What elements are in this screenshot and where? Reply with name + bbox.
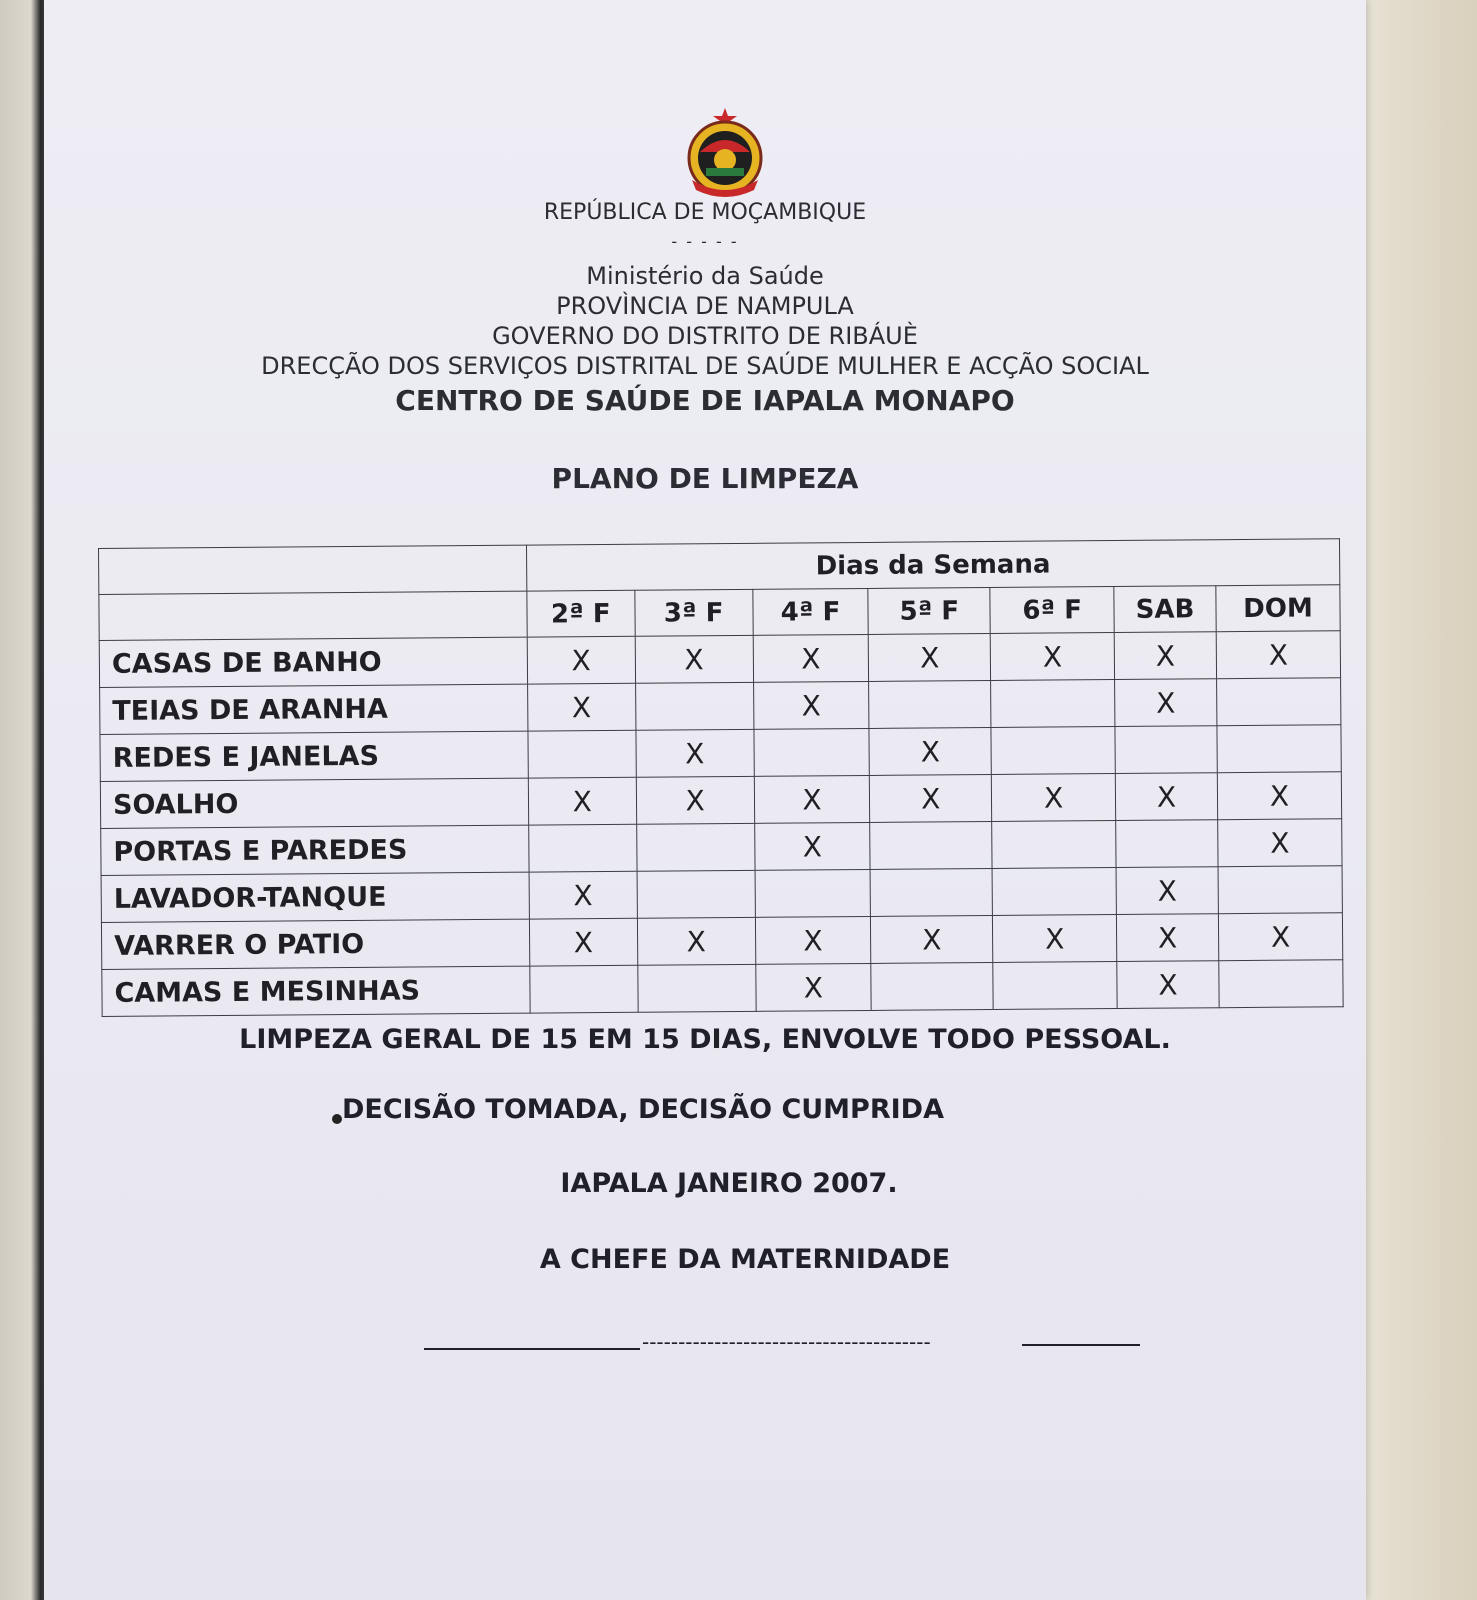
schedule-mark: X [990, 633, 1114, 681]
schedule-mark [528, 730, 636, 778]
schedule-mark: X [753, 634, 869, 682]
mozambique-coat-of-arms-icon [682, 108, 768, 198]
schedule-mark: X [755, 916, 871, 964]
schedule-mark [635, 682, 753, 730]
schedule-mark: X [755, 963, 871, 1011]
task-name: SOALHO [100, 778, 528, 828]
schedule-mark [1217, 725, 1341, 773]
document-sheet [44, 0, 1366, 1600]
day-header: 3ª F [635, 589, 753, 636]
header-separator: - - - - - [671, 232, 739, 251]
district-government: GOVERNO DO DISTRITO DE RIBÁUÈ [492, 322, 918, 350]
schedule-mark [1218, 866, 1342, 914]
signatory-title: A CHEFE DA MATERNIDADE [539, 1244, 951, 1275]
schedule-mark [1115, 726, 1217, 774]
task-name: LAVADOR-TANQUE [101, 872, 529, 922]
schedule-mark: X [869, 727, 991, 775]
directorate-name: DRECÇÃO DOS SERVIÇOS DISTRITAL DE SAÚDE MULHER E ACÇÃO SOCIAL [261, 352, 1149, 380]
schedule-mark: X [753, 681, 869, 729]
schedule-mark [869, 680, 991, 728]
motto-text: DECISÃO TOMADA, DECISÃO CUMPRIDA [342, 1094, 944, 1125]
country-name: REPÚBLICA DE MOÇAMBIQUE [543, 200, 867, 225]
schedule-mark: X [529, 871, 637, 919]
schedule-mark: X [527, 636, 635, 684]
signature-line-right [1022, 1344, 1140, 1346]
schedule-mark [1217, 678, 1341, 726]
schedule-mark: X [1216, 631, 1340, 679]
schedule-mark: X [637, 917, 755, 965]
schedule-mark: X [1218, 819, 1342, 867]
schedule-mark: X [1115, 679, 1217, 727]
schedule-mark: X [529, 918, 637, 966]
schedule-mark [529, 824, 637, 872]
task-name: VARRER O PATIO [101, 919, 529, 969]
schedule-mark [870, 821, 992, 869]
table-corner-cell [99, 545, 527, 594]
schedule-mark [991, 680, 1115, 728]
schedule-mark [871, 962, 993, 1010]
ministry-name: Ministério da Saúde [586, 262, 824, 290]
schedule-mark: X [1117, 961, 1219, 1009]
schedule-mark: X [1218, 913, 1342, 961]
schedule-mark: X [636, 776, 754, 824]
schedule-mark [530, 965, 638, 1013]
schedule-mark: X [527, 683, 635, 731]
schedule-mark: X [754, 775, 870, 823]
schedule-mark: X [1217, 772, 1341, 820]
schedule-mark [992, 821, 1116, 869]
general-cleaning-note: LIMPEZA GERAL DE 15 EM 15 DIAS, ENVOLVE TODO PESSOAL. [239, 1024, 1171, 1055]
cleaning-schedule-table [98, 538, 1344, 1017]
schedule-mark [636, 823, 754, 871]
table-row [102, 960, 1343, 1017]
schedule-mark [755, 869, 871, 917]
background-wall-left [0, 0, 44, 1600]
signature-dashes: ---------------------------------------- [642, 1330, 931, 1354]
schedule-mark [753, 728, 869, 776]
schedule-mark [992, 868, 1116, 916]
table-task-header-cell [99, 591, 527, 640]
task-name: PORTAS E PAREDES [101, 825, 529, 875]
signature-line-left [424, 1348, 640, 1350]
schedule-mark [991, 727, 1115, 775]
schedule-mark [637, 870, 755, 918]
health-center-name: CENTRO DE SAÚDE DE IAPALA MONAPO [395, 384, 1015, 417]
task-name: REDES E JANELAS [100, 731, 528, 781]
task-name: CASAS DE BANHO [99, 637, 527, 687]
day-header: 6ª F [990, 587, 1114, 634]
day-header: 5ª F [868, 587, 990, 634]
schedule-mark: X [635, 635, 753, 683]
task-name: TEIAS DE ARANHA [100, 684, 528, 734]
schedule-mark [993, 962, 1117, 1010]
schedule-mark: X [1115, 773, 1217, 821]
schedule-mark: X [1114, 632, 1216, 680]
schedule-mark: X [754, 822, 870, 870]
schedule-mark [637, 964, 755, 1012]
schedule-mark: X [871, 915, 993, 963]
days-of-week-header: Dias da Semana [526, 539, 1340, 591]
plan-title: PLANO DE LIMPEZA [551, 462, 859, 495]
schedule-mark [1116, 820, 1218, 868]
schedule-mark: X [870, 774, 992, 822]
schedule-mark [1219, 960, 1343, 1008]
schedule-mark: X [869, 633, 991, 681]
day-header: SAB [1114, 586, 1216, 633]
province-name: PROVÌNCIA DE NAMPULA [556, 292, 854, 320]
task-name: CAMAS E MESINHAS [102, 966, 530, 1016]
schedule-mark: X [636, 729, 754, 777]
day-header: DOM [1216, 585, 1340, 632]
schedule-mark: X [992, 774, 1116, 822]
schedule-mark: X [993, 915, 1117, 963]
day-header: 2ª F [527, 590, 635, 637]
schedule-mark: X [1117, 914, 1219, 962]
schedule-mark [870, 868, 992, 916]
schedule-mark: X [528, 777, 636, 825]
day-header: 4ª F [752, 588, 868, 635]
place-date: IAPALA JANEIRO 2007. [560, 1168, 898, 1199]
schedule-mark: X [1116, 867, 1218, 915]
